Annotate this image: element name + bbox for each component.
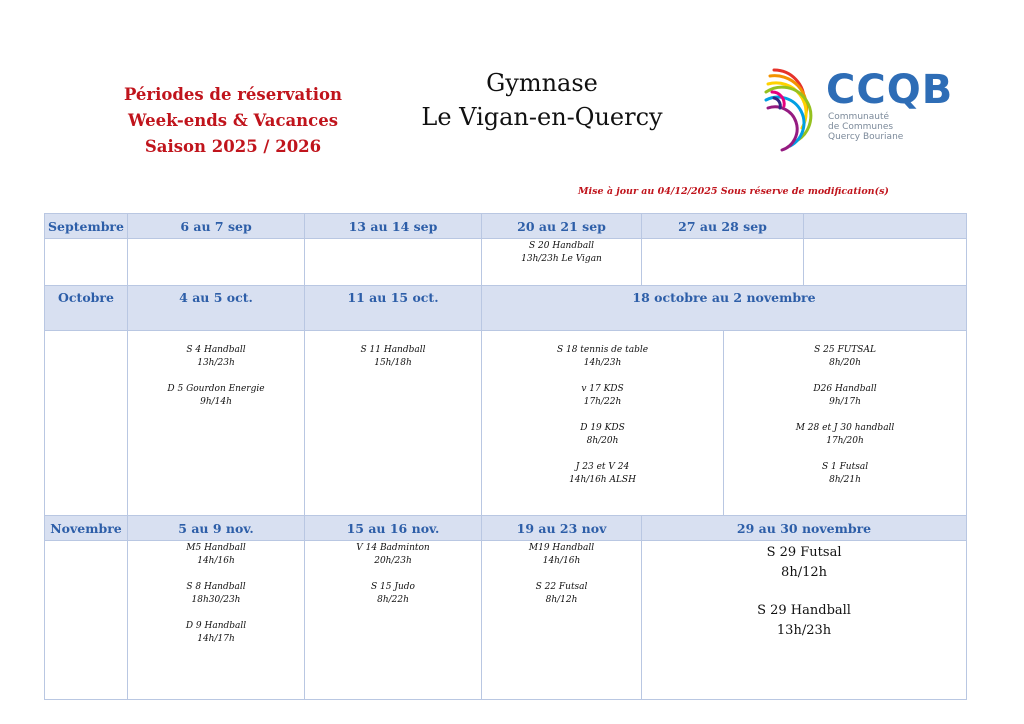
month-cell: Septembre	[45, 214, 128, 239]
logo-subtitle-line: Quercy Bouriane	[828, 132, 904, 142]
events-cell	[482, 331, 724, 516]
empty-cell	[128, 239, 305, 286]
events-cell	[305, 541, 482, 700]
event-line: V 14 Badminton	[356, 543, 430, 553]
event-line: 8h/12h	[781, 565, 827, 580]
event-line: D26 Handball	[813, 384, 877, 394]
empty-cell	[305, 239, 482, 286]
event-line: S 15 Judo	[371, 582, 415, 592]
event-line: S 4 Handball	[186, 345, 246, 355]
title-line: Saison 2025 / 2026	[144, 137, 322, 156]
title-line: Gymnase	[486, 69, 598, 97]
event-line: 8h/21h	[829, 475, 861, 485]
period-cell: 20 au 21 sep	[482, 214, 642, 239]
event-line: M5 Handball	[186, 543, 246, 553]
month-cell: Octobre	[45, 286, 128, 331]
ccqb-emblem-icon	[760, 62, 820, 154]
event-line: 13h/23h	[197, 358, 235, 368]
event-line: 14h/16h	[542, 556, 581, 566]
event-line: 17h/22h	[583, 397, 622, 407]
update-note: Mise à jour au 04/12/2025 Sous réserve de modification(s)	[578, 186, 889, 197]
november-header-row	[45, 516, 967, 541]
events-cell	[128, 331, 305, 516]
event-line: S 8 Handball	[186, 582, 246, 592]
event-line: D 9 Handball	[185, 621, 247, 631]
event-line: S 20 Handball	[529, 241, 594, 251]
events-cell	[482, 541, 642, 700]
event-line: 15h/18h	[374, 358, 412, 368]
gymnasium-title	[392, 66, 692, 134]
november-events-row	[45, 541, 967, 700]
event-line: D 5 Gourdon Energie	[167, 384, 265, 394]
event-line: D 19 KDS	[580, 423, 625, 433]
event-line: S 25 FUTSAL	[814, 345, 876, 355]
event-line: 14h/17h	[197, 634, 235, 644]
event-line: 8h/20h	[829, 358, 861, 368]
empty-cell	[45, 541, 128, 700]
event-line: v 17 KDS	[581, 384, 624, 394]
month-cell: Novembre	[45, 516, 128, 541]
event-line: 8h/12h	[545, 595, 578, 605]
period-cell: 11 au 15 oct.	[305, 286, 482, 331]
period-cell: 27 au 28 sep	[642, 214, 804, 239]
events-cell	[482, 239, 642, 286]
event-line: M 28 et J 30 handball	[795, 423, 895, 433]
event-line: 13h/23h Le Vigan	[521, 254, 602, 264]
title-line: Week-ends & Vacances	[127, 111, 339, 130]
event-line: J 23 et V 24	[575, 462, 630, 472]
event-line: M19 Handball	[528, 543, 595, 553]
event-line: 8h/20h	[586, 436, 619, 446]
ccqb-logo	[760, 62, 960, 154]
schedule-table	[44, 213, 967, 700]
logo-subtitle-line: de Communes	[828, 122, 894, 132]
event-line: 13h/23h	[776, 623, 832, 638]
event-line: S 22 Futsal	[535, 582, 588, 592]
event-line: 18h30/23h	[191, 595, 241, 605]
events-cell	[305, 331, 482, 516]
september-events-row	[45, 239, 967, 286]
period-cell: 4 au 5 oct.	[128, 286, 305, 331]
october-events-row	[45, 331, 967, 516]
period-cell: 13 au 14 sep	[305, 214, 482, 239]
empty-cell	[45, 331, 128, 516]
empty-cell	[45, 239, 128, 286]
september-header-row	[45, 214, 967, 239]
logo-subtitle	[828, 112, 903, 142]
october-header-row	[45, 286, 967, 331]
period-cell: 15 au 16 nov.	[305, 516, 482, 541]
logo-wordmark: CCQB	[826, 67, 954, 113]
title-line: Le Vigan-en-Quercy	[421, 103, 663, 131]
events-cell	[724, 331, 967, 516]
event-line: 9h/14h	[200, 397, 232, 407]
reservation-periods-title	[108, 82, 358, 160]
period-cell: 19 au 23 nov	[482, 516, 642, 541]
event-line: 14h/23h	[583, 358, 622, 368]
event-line: S 29 Handball	[757, 603, 851, 618]
period-cell: 18 octobre au 2 novembre	[482, 286, 967, 331]
empty-cell	[642, 239, 804, 286]
events-cell	[642, 541, 967, 700]
event-line: 8h/22h	[377, 595, 409, 605]
logo-subtitle-line: Communauté	[828, 112, 890, 122]
period-cell: 6 au 7 sep	[128, 214, 305, 239]
event-line: 17h/20h	[826, 436, 864, 446]
event-line: 9h/17h	[829, 397, 861, 407]
event-line: 14h/16h	[197, 556, 235, 566]
events-cell	[128, 541, 305, 700]
empty-period-cell	[804, 214, 967, 239]
event-line: S 1 Futsal	[821, 462, 869, 472]
period-cell: 5 au 9 nov.	[128, 516, 305, 541]
event-line: 20h/23h	[374, 556, 412, 566]
title-line: Périodes de réservation	[123, 85, 343, 104]
empty-cell	[804, 239, 967, 286]
period-cell: 29 au 30 novembre	[642, 516, 967, 541]
event-line: S 29 Futsal	[766, 545, 842, 560]
event-line: 14h/16h ALSH	[569, 475, 636, 485]
event-line: S 11 Handball	[360, 345, 426, 355]
event-line: S 18 tennis de table	[556, 345, 649, 355]
